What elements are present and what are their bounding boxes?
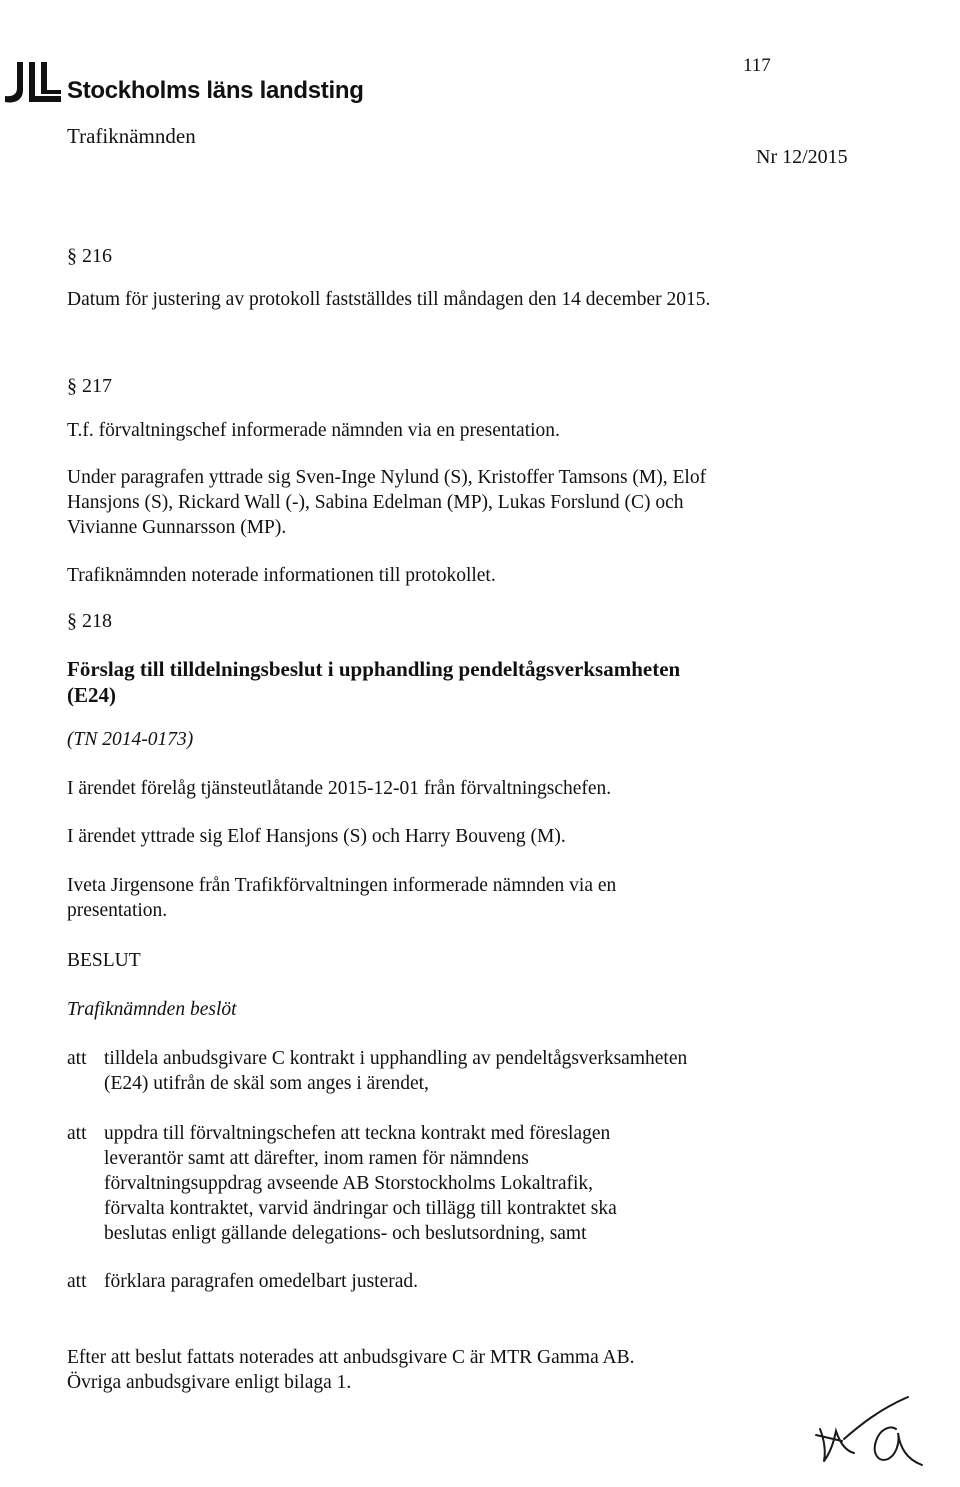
- section-218-paragraph-2: I ärendet yttrade sig Elof Hansjons (S) och Harry Bouveng (M).: [67, 826, 566, 847]
- section-217-heading: § 217: [67, 375, 112, 397]
- organization-name: Stockholms läns landsting: [67, 77, 364, 104]
- att-marker: att: [67, 1271, 87, 1292]
- text-line: Vivianne Gunnarsson (MP).: [67, 517, 287, 538]
- document-number: Nr 12/2015: [756, 146, 848, 168]
- sll-logo-icon: [3, 56, 65, 112]
- text-line: Efter att beslut fattats noterades att anbudsgivare C är MTR Gamma AB.: [67, 1347, 635, 1368]
- decision-item-3: [104, 1269, 418, 1294]
- decision-intro: Trafiknämnden beslöt: [67, 999, 237, 1020]
- section-218-paragraph-3: [67, 873, 616, 923]
- title-line: Förslag till tilldelningsbeslut i upphandling pendeltågsverksamheten: [67, 657, 681, 681]
- section-217-paragraph: T.f. förvaltningschef informerade nämnden via en presentation.: [67, 420, 560, 441]
- text-line: förklara paragrafen omedelbart justerad.: [104, 1271, 418, 1292]
- text-line: beslutas enligt gällande delegations- och beslutsordning, samt: [104, 1223, 587, 1244]
- section-216-text: Datum för justering av protokoll fastställdes till måndagen den 14 december 2015.: [67, 289, 711, 310]
- signature-initials-icon: [810, 1395, 950, 1475]
- closing-note: [67, 1345, 635, 1395]
- decision-item-2: [104, 1121, 617, 1246]
- text-line: leverantör samt att därefter, inom ramen för nämndens: [104, 1148, 529, 1169]
- decision-label: BESLUT: [67, 950, 141, 971]
- case-number: (TN 2014-0173): [67, 729, 194, 750]
- section-218-paragraph-1: I ärendet förelåg tjänsteutlåtande 2015-12-01 från förvaltningschefen.: [67, 778, 612, 799]
- text-line: presentation.: [67, 900, 168, 921]
- text-line: förvaltningsuppdrag avseende AB Storstockholms Lokaltrafik,: [104, 1173, 594, 1194]
- decision-item-1: [104, 1046, 687, 1096]
- att-marker: att: [67, 1123, 87, 1144]
- text-line: Övriga anbudsgivare enligt bilaga 1.: [67, 1372, 352, 1393]
- committee-name: Trafiknämnden: [67, 124, 196, 148]
- text-line: Under paragrafen yttrade sig Sven-Inge Nylund (S), Kristoffer Tamsons (M), Elof: [67, 467, 707, 488]
- text-line: tilldela anbudsgivare C kontrakt i upphandling av pendeltågsverksamheten: [104, 1048, 688, 1069]
- text-line: Hansjons (S), Rickard Wall (-), Sabina Edelman (MP), Lukas Forslund (C) och: [67, 492, 684, 513]
- title-line: (E24): [67, 683, 116, 707]
- section-216-heading: § 216: [67, 245, 112, 267]
- text-line: Iveta Jirgensone från Trafikförvaltningen informerade nämnden via en: [67, 875, 617, 896]
- section-217-note: Trafiknämnden noterade informationen till protokollet.: [67, 565, 496, 586]
- page-number: 117: [743, 55, 771, 76]
- text-line: (E24) utifrån de skäl som anges i ärendet,: [104, 1073, 429, 1094]
- section-217-speakers: [67, 465, 706, 540]
- section-218-heading: § 218: [67, 610, 112, 632]
- section-218-title: [67, 656, 680, 708]
- att-marker: att: [67, 1048, 87, 1069]
- text-line: uppdra till förvaltningschefen att teckna kontrakt med föreslagen: [104, 1123, 611, 1144]
- text-line: förvalta kontraktet, varvid ändringar och tillägg till kontraktet ska: [104, 1198, 617, 1219]
